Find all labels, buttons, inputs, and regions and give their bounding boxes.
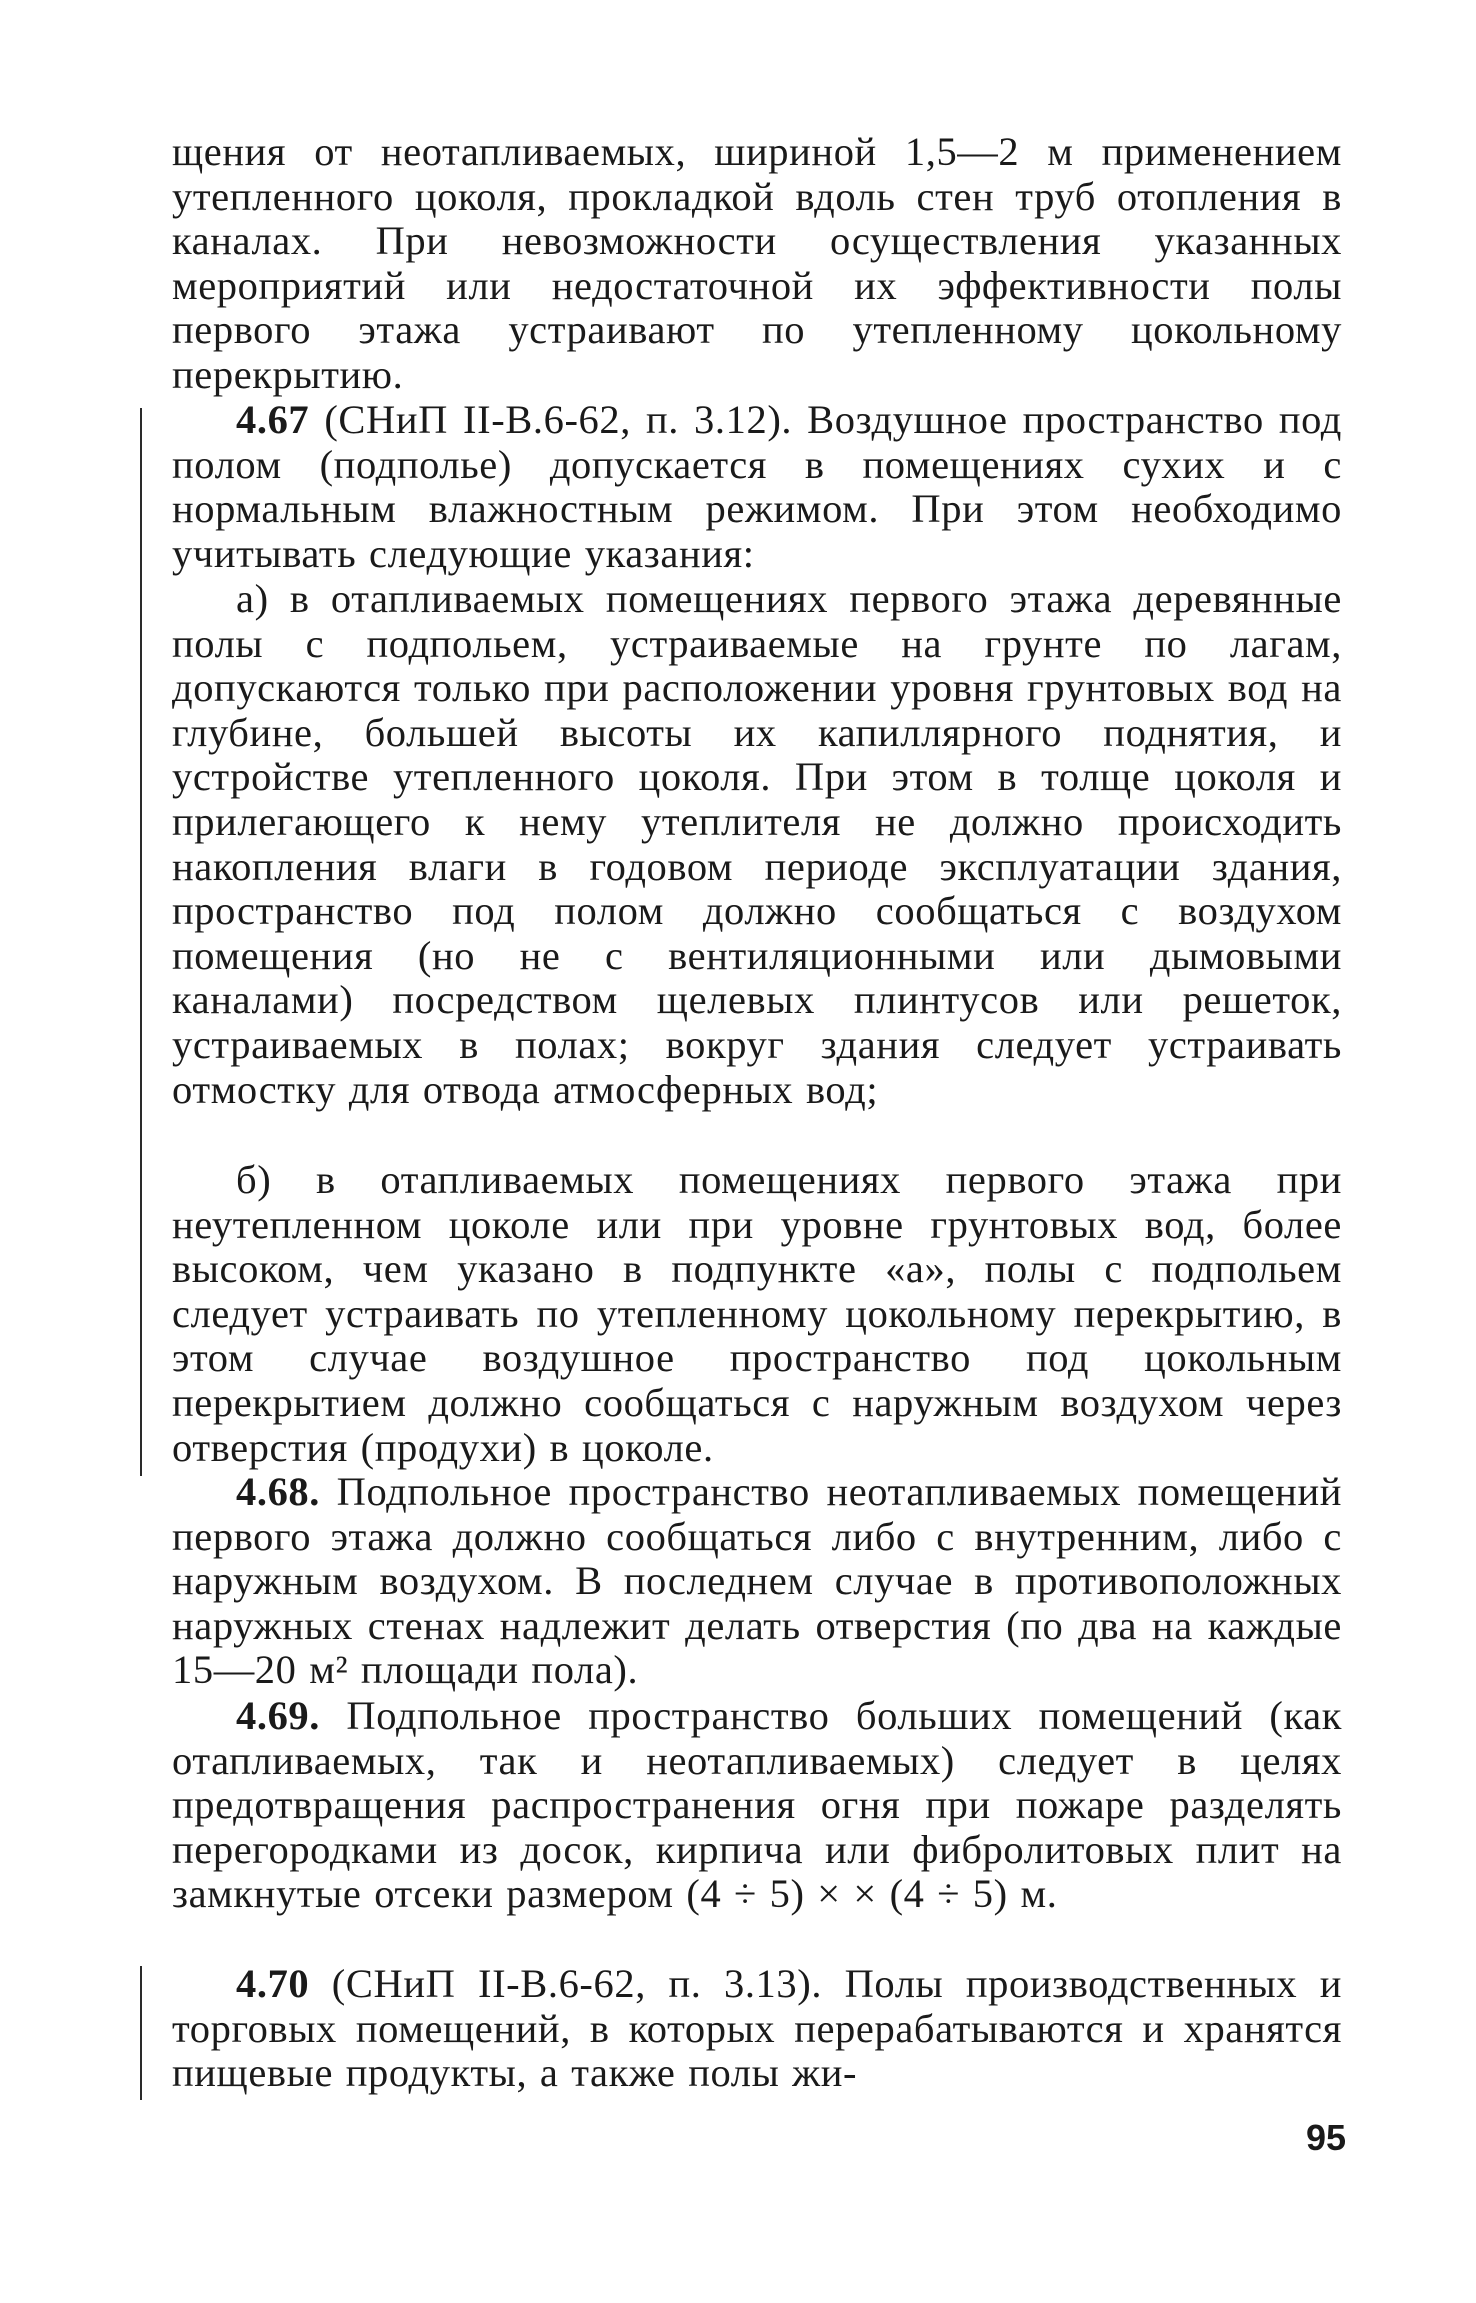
paragraph-continuation: [172, 130, 1342, 398]
clause-number: 4.67: [236, 397, 310, 442]
paragraph-item-b: [172, 1158, 1342, 1470]
paragraph-text: [172, 1962, 1342, 2096]
paragraph-4-69: [172, 1694, 1342, 1917]
clause-body: Подпольное пространство неотапливаемых помещений первого этажа должно сообщаться либо с внутренним, либо с наружным воздухом. В последнем случае в противоположных наружных стенах надлежит делать отверстия (по два на каждые 15—20 м² площади пола).: [172, 1469, 1342, 1693]
paragraph-text: а) в отапливаемых помещениях первого этажа деревянные полы с подпольем, устраиваемые на грунте по лагам, допускаются только при расположении уровня грунтовых вод на глубине, большей высоты их капиллярного поднятия, и устройстве утепленного цоколя. При этом в толще цоколя и прилегающего к нему утеплителя не должно происходить накопления влаги в годовом периоде эксплуатации здания, пространство под полом должно сообщаться с воздухом помещения (но не с вентиляционными или дымовыми каналами) посредством щелевых плинтусов или решеток, устраиваемых в полах; вокруг здания следует устраивать отмостку для отвода атмосферных вод;: [172, 576, 1342, 1112]
clause-body: (СНиП II-В.6-62, п. 3.13). Полы производственных и торговых помещений, в которых перерабатываются и хранятся пищевые продукты, а также полы жи-: [172, 1961, 1342, 2096]
paragraph-text: [172, 1694, 1342, 1917]
margin-change-bar: [140, 1966, 142, 2100]
paragraph-text: щения от неотапливаемых, шириной 1,5—2 м применением утепленного цоколя, прокладкой вдоль стен труб отопления в каналах. При невозможности осуществления указанных мероприятий или недостаточной их эффективности полы первого этажа устраивают по утепленному цокольному перекрытию.: [172, 129, 1342, 397]
paragraph-text: [172, 1470, 1342, 1693]
clause-number: 4.70: [236, 1961, 310, 2006]
clause-body: Подпольное пространство больших помещений (как отапливаемых, так и неотапливаемых) следует в целях предотвращения распространения огня при пожаре разделять перегородками из досок, кирпича или фибролитовых плит на замкнутые отсеки размером (4 ÷ 5) × × (4 ÷ 5) м.: [172, 1693, 1342, 1917]
paragraph-item-a: [172, 577, 1342, 1112]
paragraph-4-70: [172, 1962, 1342, 2096]
margin-change-bar: [140, 408, 142, 1476]
page-number: 95: [1306, 2117, 1347, 2158]
paragraph-4-67: [172, 398, 1342, 576]
paragraph-text: б) в отапливаемых помещениях первого этажа при неутепленном цоколе или при уровне грунтовых вод, более высоком, чем указано в подпункте «а», полы с подпольем следует устраивать по утепленному цокольному перекрытию, в этом случае воздушное пространство под цокольным перекрытием должно сообщаться с наружным воздухом через отверстия (продухи) в цоколе.: [172, 1157, 1342, 1470]
paragraph-text: [172, 398, 1342, 576]
paragraph-4-68: [172, 1470, 1342, 1693]
clause-body: (СНиП II-В.6-62, п. 3.12). Воздушное пространство под полом (подполье) допускается в помещениях сухих и с нормальным влажностным режимом. При этом необходимо учитывать следующие указания:: [172, 397, 1342, 576]
clause-number: 4.69.: [236, 1693, 320, 1738]
clause-number: 4.68.: [236, 1469, 320, 1514]
